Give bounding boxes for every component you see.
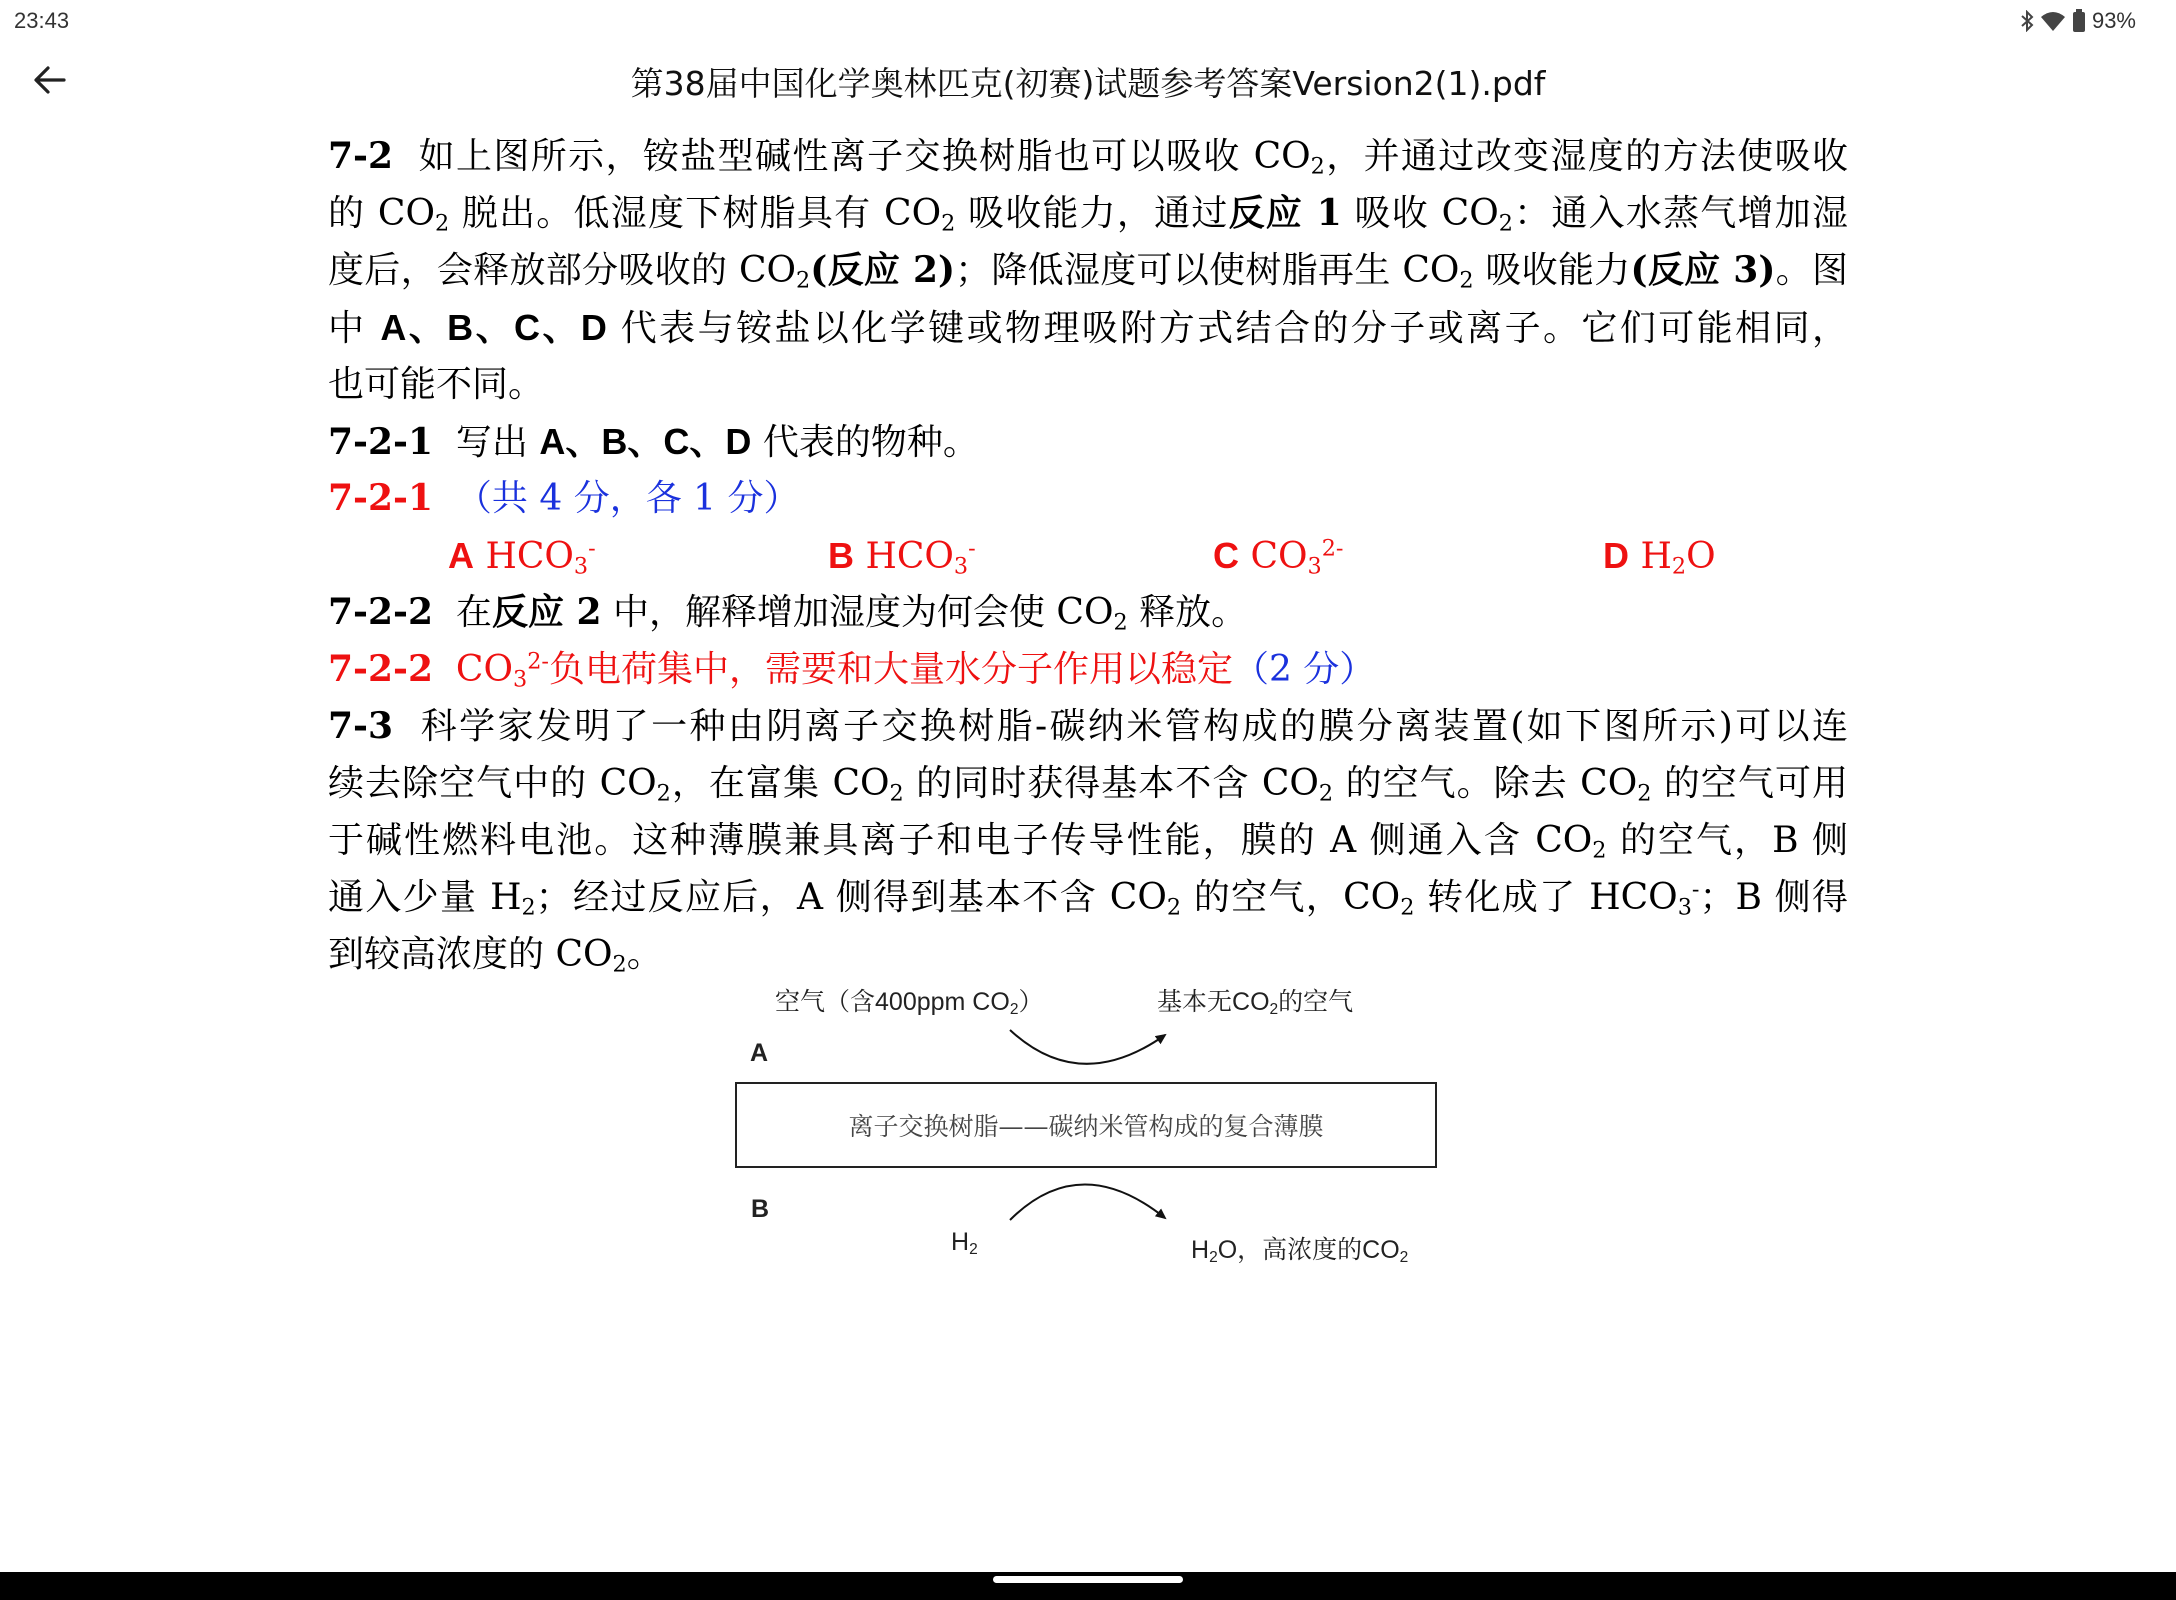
q7-2-2: 7-2-2 在反应 2 中，解释增加湿度为何会使 $CO_2$ 释放。 [328,591,1248,636]
arrow-bottom [1010,1184,1165,1220]
side-b-label: B [751,1195,770,1223]
membrane-label: 离子交换树脂——碳纳米管构成的复合薄膜 [848,1112,1324,1141]
arrow-top [1010,1030,1165,1064]
q7-2-line-4: 中 A、B、C、D 代表与铵盐以化学键或物理吸附方式结合的分子或离子。它们可能相同， [328,307,1848,349]
answer-c: C $CO_3^{2-}$ [1213,535,1344,580]
wifi-icon [2040,10,2066,32]
pdf-page[interactable] [328,128,1848,983]
a7-2-1-answers [328,527,1848,584]
a7-2-2: 7-2-2 $CO_3^{2-}$负电荷集中，需要和大量水分子作用以稳定（2 分） [328,648,1376,693]
membrane-box [735,1082,1437,1168]
status-icons [2020,8,2136,34]
side-a-label: A [750,1039,769,1067]
document-title: 第38届中国化学奥林匹克(初赛)试题参考答案Version2(1).pdf [630,64,1546,103]
q7-2-line-2: 的 $CO_2$ 脱出。低湿度下树脂具有 $CO_2$ 吸收能力，通过反应 1 吸收 $CO_2$：通入水蒸气增加湿 [328,192,1848,237]
air-in-label: 空气（含400ppm $CO_2$） [775,987,1044,1018]
air-out-label: 基本无$CO_2$的空气 [1157,987,1354,1018]
q7-3-line-1: 7-3 科学家发明了一种由阴离子交换树脂-碳纳米管构成的膜分离装置(如下图所示)可以连 [328,705,1848,747]
q7-3-line-2: 续去除空气中的 $CO_2$，在富集 $CO_2$ 的同时获得基本不含 $CO_2$ 的空气。除去 $CO_2$ 的空气可用 [328,763,1848,807]
app-bar [0,44,2176,124]
bluetooth-icon [2020,10,2034,32]
membrane-diagram [720,980,1460,1270]
q7-3-line-5: 到较高浓度的 $CO_2$。 [328,934,663,978]
answer-b: B $HCO_3^-$ [828,535,976,580]
h2-label: $H_2$ [951,1228,978,1258]
a7-2-1-header: 7-2-1 （共 4 分，各 1 分） [328,477,800,519]
q7-2-line-1: 7-2 如上图所示，铵盐型碱性离子交换树脂也可以吸收 $CO_2$，并通过改变湿度的方法使吸收 [328,135,1848,180]
status-bar [0,0,2176,44]
battery-icon [2072,9,2086,33]
navigation-bar [0,1572,2176,1600]
question-number: 7-2 [328,135,394,177]
battery-percent: 93% [2091,8,2136,33]
home-gesture-handle[interactable] [993,1576,1183,1583]
b-output-label: $H_2O$，高浓度的$CO_2$ [1191,1235,1409,1266]
answer-a: A $HCO_3^-$ [448,535,596,580]
q7-2-line-3: 度后，会释放部分吸收的 $CO_2$(反应 2)；降低湿度可以使树脂再生 $CO_2$ 吸收能力(反应 3)。图 [328,249,1848,294]
status-time: 23:43 [14,8,70,33]
q7-3-line-4: 通入少量 $H_2$；经过反应后，A 侧得到基本不含 $CO_2$ 的空气，$CO_2$ 转化成了 $HCO_3^-$；B 侧得 [328,876,1848,921]
answer-d: D $H_2O$ [1603,535,1716,580]
q7-2-1: 7-2-1 写出 A、B、C、D 代表的物种。 [328,421,979,463]
q7-2-line-5: 也可能不同。 [328,364,545,405]
q7-3-line-3: 于碱性燃料电池。这种薄膜兼具离子和电子传导性能，膜的 A 侧通入含 $CO_2$ 的空气，B 侧 [328,820,1849,864]
